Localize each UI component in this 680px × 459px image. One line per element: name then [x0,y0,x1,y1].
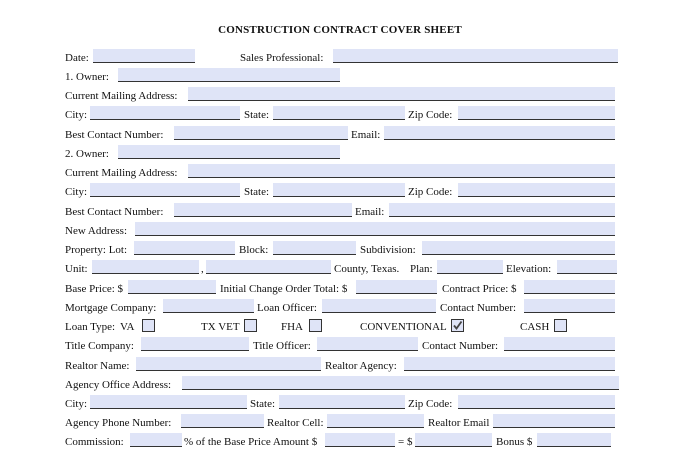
realtor-email-label: Realtor Email [428,417,490,429]
block-label: Block: [239,244,269,256]
date-label: Date: [65,52,89,64]
county-texas-label: County, Texas. [334,263,400,275]
loan-officer-field[interactable] [322,299,436,313]
city1-field[interactable] [90,106,240,120]
best-contact2-field[interactable] [174,203,352,217]
title-company-label: Title Company: [65,340,134,352]
sales-professional-label: Sales Professional: [240,52,324,64]
mortgage-company-label: Mortgage Company: [65,302,157,314]
commission-percent-field[interactable] [130,433,182,447]
state3-label: State: [250,398,276,410]
city3-label: City: [65,398,88,410]
title-contact-number-label: Contact Number: [422,340,499,352]
city2-field[interactable] [90,183,240,197]
unit-field[interactable] [92,260,199,274]
state2-field[interactable] [273,183,405,197]
mailing-address1-field[interactable] [188,87,615,101]
title-contact-number-field[interactable] [504,337,615,351]
initial-change-order-field[interactable] [356,280,437,294]
new-address-label: New Address: [65,225,128,237]
subdivision-label: Subdivision: [360,244,416,256]
mailing-address2-label: Current Mailing Address: [65,167,178,179]
new-address-field[interactable] [135,222,615,236]
realtor-cell-field[interactable] [327,414,424,428]
fha-label: FHA [281,321,304,333]
base-price-label: Base Price: $ [65,283,124,295]
mailing-address2-field[interactable] [188,164,615,178]
agency-office-address-field[interactable] [182,376,619,390]
contract-price-field[interactable] [524,280,615,294]
agency-phone-label: Agency Phone Number: [65,417,172,429]
best-contact2-label: Best Contact Number: [65,206,164,218]
contact-number-label: Contact Number: [440,302,517,314]
best-contact1-field[interactable] [174,126,348,140]
state3-field[interactable] [279,395,405,409]
mailing-address1-label: Current Mailing Address: [65,90,178,102]
state2-label: State: [244,186,270,198]
county-field[interactable] [206,260,331,274]
plan-label: Plan: [410,263,433,275]
zip2-label: Zip Code: [408,186,453,198]
form-title: CONSTRUCTION CONTRACT COVER SHEET [218,24,462,36]
property-lot-label: Property: Lot: [65,244,128,256]
loan-officer-label: Loan Officer: [257,302,317,314]
best-contact1-label: Best Contact Number: [65,129,164,141]
zip1-field[interactable] [458,106,615,120]
owner1-field[interactable] [118,68,340,82]
subdivision-field[interactable] [422,241,615,255]
cash-label: CASH [520,321,550,333]
conventional-label: CONVENTIONAL [360,321,447,333]
plan-field[interactable] [437,260,503,274]
email1-field[interactable] [384,126,615,140]
contract-price-label: Contract Price: $ [442,283,517,295]
conventional-checkbox[interactable] [451,319,464,332]
contact-number-field[interactable] [524,299,615,313]
agency-office-address-label: Agency Office Address: [65,379,172,391]
state1-field[interactable] [273,106,405,120]
sales-professional-field[interactable] [333,49,618,63]
pct-base-price-label: % of the Base Price Amount $ [184,436,318,448]
title-officer-field[interactable] [317,337,418,351]
email2-label: Email: [355,206,385,218]
zip3-field[interactable] [458,395,615,409]
bonus-label: Bonus $ [496,436,533,448]
owner2-field[interactable] [118,145,340,159]
title-company-field[interactable] [141,337,249,351]
tx-vet-label: TX VET [201,321,240,333]
va-label: VA [120,321,135,333]
state1-label: State: [244,109,270,121]
realtor-name-label: Realtor Name: [65,360,130,372]
unit-comma: , [201,263,204,275]
elevation-field[interactable] [557,260,617,274]
zip3-label: Zip Code: [408,398,453,410]
zip2-field[interactable] [458,183,615,197]
title-officer-label: Title Officer: [253,340,311,352]
city1-label: City: [65,109,88,121]
zip1-label: Zip Code: [408,109,453,121]
lot-field[interactable] [134,241,235,255]
realtor-agency-label: Realtor Agency: [325,360,397,372]
va-checkbox[interactable] [142,319,155,332]
fha-checkbox[interactable] [309,319,322,332]
city3-field[interactable] [90,395,247,409]
email1-label: Email: [351,129,381,141]
equals-label: = $ [398,436,413,448]
date-field[interactable] [93,49,195,63]
realtor-agency-field[interactable] [404,357,615,371]
tx-vet-checkbox[interactable] [244,319,257,332]
realtor-email-field[interactable] [493,414,615,428]
email2-field[interactable] [389,203,615,217]
city2-label: City: [65,186,88,198]
cash-checkbox[interactable] [554,319,567,332]
base-price-field[interactable] [128,280,216,294]
block-field[interactable] [273,241,356,255]
agency-phone-field[interactable] [181,414,264,428]
bonus-field[interactable] [537,433,611,447]
realtor-cell-label: Realtor Cell: [267,417,324,429]
unit-label: Unit: [65,263,88,275]
mortgage-company-field[interactable] [163,299,254,313]
check-mark-icon [452,320,463,331]
commission-label: Commission: [65,436,124,448]
owner1-label: 1. Owner: [65,71,109,83]
initial-change-order-label: Initial Change Order Total: $ [220,283,348,295]
commission-amount-field[interactable] [415,433,492,447]
elevation-label: Elevation: [506,263,552,275]
realtor-name-field[interactable] [136,357,321,371]
base-price-amount-field[interactable] [325,433,395,447]
loan-type-label: Loan Type: [65,321,116,333]
owner2-label: 2. Owner: [65,148,109,160]
